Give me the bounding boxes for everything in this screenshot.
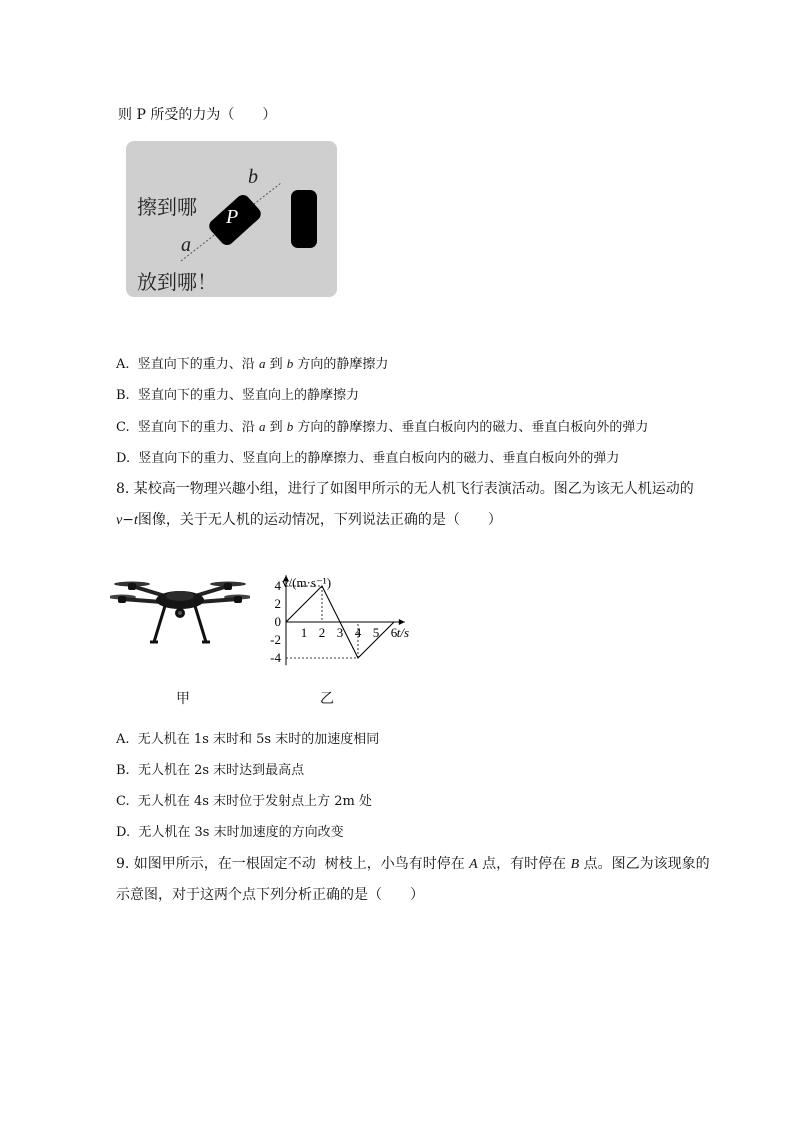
y-tick-label: 4 [274,578,281,593]
magnet-p-label: P [226,206,239,228]
label-b: b [248,166,258,188]
magnet-right [291,190,317,248]
q8-option-a: A. 无人机在 1s 末时和 5s 末时的加速度相同 [116,732,380,747]
figure-label-yi: 乙 [320,691,334,707]
x-tick-label: 3 [336,625,344,640]
q7-option-c: C. 竖直向下的重力、沿 a 到 b 方向的静摩擦力、垂直白板向内的磁力、垂直白板向外的弹力 [116,419,649,435]
q9-stem-line2: 示意图，对于这两个点下列分析正确的是（ ） [116,887,424,903]
x-tick-label: 2 [318,625,326,640]
q8-option-d: D. 无人机在 3s 末时加速度的方向改变 [116,825,344,840]
board-text-top: 擦到哪 [137,195,197,219]
x-tick-label: 6 [390,625,398,640]
y-tick-label: 0 [274,614,281,629]
vt-chart [262,545,437,680]
x-tick-label: 5 [372,625,380,640]
x-axis-label: t/s [396,625,410,640]
q9-stem-line1: 9. 如图甲所示，在一根固定不动 树枝上，小鸟有时停在 A 点，有时停在 B 点。图乙为该现象的 [116,856,710,872]
q7-option-a: A. 竖直向下的重力、沿 a 到 b 方向的静摩擦力 [116,356,389,372]
q7-option-d: D. 竖直向下的重力、竖直向上的静摩擦力、垂直白板向内的磁力、垂直白板向外的弹力 [116,451,620,466]
y-tick-label: 2 [274,596,281,611]
y-tick-label: -4 [270,650,281,665]
q7-option-b: B. 竖直向下的重力、竖直向上的静摩擦力 [116,388,359,403]
q8-stem-line2: v−t图像，关于无人机的运动情况，下列说法正确的是（ ） [116,512,502,528]
x-tick-label: 1 [300,625,308,640]
y-axis-label: v/(m·s⁻¹) [282,575,332,591]
q8-option-c: C. 无人机在 4s 末时位于发射点上方 2m 处 [116,794,372,809]
x-tick-label: 4 [354,625,362,640]
q8-stem-line1: 8. 某校高一物理兴趣小组，进行了如图甲所示的无人机飞行表演活动。图乙为该无人机运动的 [116,481,694,497]
q8-option-b: B. 无人机在 2s 末时达到最高点 [116,763,305,778]
board-text-bottom: 放到哪！ [137,270,217,294]
q7-stem-tail: 则 P 所受的力为（ ） [118,107,277,123]
y-tick-label: -2 [270,632,281,647]
label-a: a [181,234,191,256]
figure-label-jia: 甲 [176,691,190,707]
drone-image [110,572,250,644]
